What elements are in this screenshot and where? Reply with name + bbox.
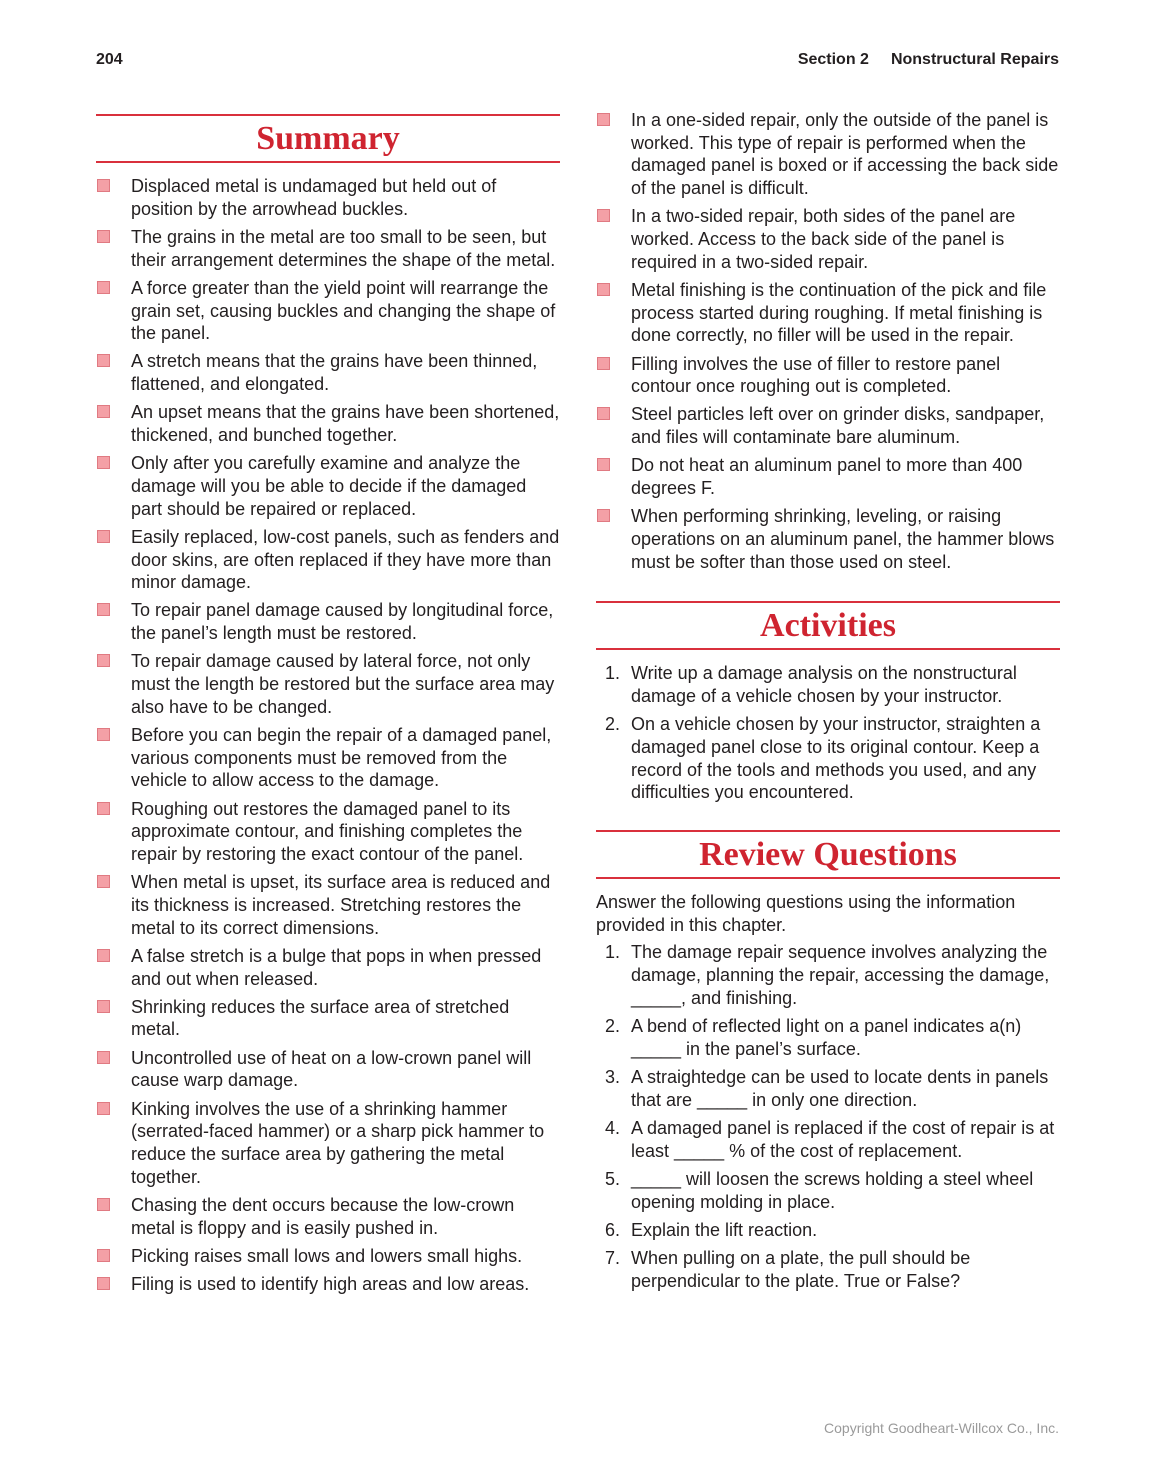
square-bullet-icon	[597, 209, 610, 222]
item-text: Picking raises small lows and lowers small highs.	[131, 1245, 523, 1266]
item-text: To repair panel damage caused by longitudinal force, the panel’s length must be restored.	[131, 600, 554, 644]
square-bullet-icon	[97, 1198, 110, 1211]
item-text: Filing is used to identify high areas and low areas.	[131, 1273, 530, 1294]
review-questions-list	[596, 941, 1060, 1292]
item-text: The damage repair sequence involves analyzing the damage, planning the repair, accessing the damage, _____, and finishing.	[631, 942, 1050, 1008]
summary-item	[96, 1047, 560, 1092]
summary-item	[96, 1273, 560, 1296]
numbered-item	[596, 713, 1060, 804]
item-text: An upset means that the grains have been shortened, thickened, and bunched together.	[131, 402, 560, 446]
item-number: 3.	[604, 1067, 620, 1087]
item-text: Filling involves the use of filler to restore panel contour once roughing out is completed.	[631, 353, 1001, 397]
review-heading: Review Questions	[596, 830, 1060, 879]
item-number: 1.	[604, 942, 620, 963]
square-bullet-icon	[97, 603, 110, 616]
item-text: A damaged panel is replaced if the cost of repair is at least _____ % of the cost of replacement.	[631, 1117, 1055, 1161]
square-bullet-icon	[97, 230, 110, 243]
summary-item	[96, 945, 560, 990]
left-column	[96, 114, 560, 1301]
summary-item	[96, 175, 560, 220]
numbered-item	[596, 1066, 1060, 1111]
activities-heading: Activities	[596, 601, 1060, 650]
summary-list-continued	[596, 109, 1060, 573]
summary-item	[96, 1098, 560, 1189]
numbered-item	[596, 1247, 1060, 1292]
item-number: 7.	[604, 1247, 620, 1268]
item-text: A force greater than the yield point will rearrange the grain set, causing buckles and changing the shape of the panel.	[131, 277, 556, 344]
summary-item	[96, 871, 560, 939]
summary-item	[96, 650, 560, 718]
summary-item	[96, 350, 560, 395]
item-text: Metal finishing is the continuation of the pick and file process started during roughing. If metal finishing is done correctly, no filler will be used in the repair.	[631, 279, 1047, 346]
numbered-item	[596, 1015, 1060, 1060]
item-text: Steel particles left over on grinder disks, sandpaper, and files will contaminate bare aluminum.	[631, 404, 1045, 448]
summary-item	[596, 403, 1060, 448]
square-bullet-icon	[97, 949, 110, 962]
item-text: To repair damage caused by lateral force, not only must the length be restored but the surface area may also have to be changed.	[131, 651, 555, 717]
summary-item	[96, 452, 560, 520]
item-text: In a one-sided repair, only the outside of the panel is worked. This type of repair is performed when the damaged panel is boxed or if accessing the back side of the panel is difficult.	[631, 110, 1059, 199]
summary-item	[596, 205, 1060, 273]
item-text: Explain the lift reaction.	[631, 1219, 818, 1240]
page-number: 204	[96, 51, 123, 68]
square-bullet-icon	[597, 458, 610, 471]
square-bullet-icon	[97, 354, 110, 367]
square-bullet-icon	[97, 405, 110, 418]
square-bullet-icon	[97, 281, 110, 294]
square-bullet-icon	[97, 875, 110, 888]
square-bullet-icon	[97, 1249, 110, 1262]
summary-item	[596, 279, 1060, 347]
summary-item	[96, 401, 560, 446]
item-text: Only after you carefully examine and analyze the damage will you be able to decide if the damaged part should be repaired or replaced.	[131, 453, 527, 519]
item-text: When metal is upset, its surface area is reduced and its thickness is increased. Stretching restores the metal to its correct dimensions.	[131, 872, 551, 938]
square-bullet-icon	[97, 1102, 110, 1115]
item-number: 2.	[604, 714, 620, 735]
square-bullet-icon	[597, 357, 610, 370]
item-text: In a two-sided repair, both sides of the panel are worked. Access to the back side of the panel is required in a two-sided repair.	[631, 206, 1016, 272]
summary-list	[96, 175, 560, 1296]
square-bullet-icon	[97, 179, 110, 192]
square-bullet-icon	[97, 802, 110, 815]
summary-item	[96, 277, 560, 345]
item-text: A stretch means that the grains have been thinned, flattened, and elongated.	[131, 351, 538, 395]
summary-item	[596, 353, 1060, 398]
item-number: 2.	[604, 1016, 620, 1037]
numbered-item	[596, 1219, 1060, 1242]
numbered-item	[596, 1117, 1060, 1162]
numbered-item	[596, 662, 1060, 707]
summary-item	[96, 798, 560, 866]
item-text: Shrinking reduces the surface area of stretched metal.	[131, 996, 510, 1040]
copyright: Copyright Goodheart-Willcox Co., Inc.	[824, 1420, 1059, 1436]
item-number: 4.	[604, 1117, 620, 1138]
summary-heading: Summary	[96, 114, 560, 163]
chapter-title: Nonstructural Repairs	[890, 51, 1059, 68]
item-number: 1.	[604, 663, 620, 684]
square-bullet-icon	[97, 1051, 110, 1064]
item-text: Do not heat an aluminum panel to more than 400 degrees F.	[631, 455, 1023, 499]
square-bullet-icon	[97, 1000, 110, 1013]
square-bullet-icon	[97, 1277, 110, 1290]
square-bullet-icon	[97, 456, 110, 469]
numbered-item	[596, 941, 1060, 1009]
summary-item	[596, 454, 1060, 499]
item-number: 6.	[604, 1219, 620, 1240]
item-text: _____ will loosen the screws holding a steel wheel opening molding in place.	[631, 1168, 1034, 1212]
section-label: Section 2	[797, 51, 869, 68]
review-intro: Answer the following questions using the information provided in this chapter.	[596, 892, 1016, 935]
item-text: Uncontrolled use of heat on a low-crown panel will cause warp damage.	[131, 1047, 532, 1091]
summary-item	[96, 526, 560, 594]
square-bullet-icon	[597, 113, 610, 126]
item-text: Before you can begin the repair of a damaged panel, various components must be removed from the vehicle to allow access to the damage.	[131, 724, 552, 791]
item-text: A false stretch is a bulge that pops in when pressed and out when released.	[131, 945, 542, 989]
item-text: Roughing out restores the damaged panel to its approximate contour, and finishing completes the repair by restoring the exact contour of the panel.	[131, 798, 524, 864]
square-bullet-icon	[97, 654, 110, 667]
summary-item	[96, 1245, 560, 1268]
summary-item	[596, 505, 1060, 573]
square-bullet-icon	[597, 407, 610, 420]
summary-item	[96, 226, 560, 271]
square-bullet-icon	[597, 283, 610, 296]
numbered-item	[596, 1168, 1060, 1213]
summary-item	[96, 724, 560, 792]
item-text: Write up a damage analysis on the nonstructural damage of a vehicle chosen by your instructor.	[631, 663, 1017, 707]
item-text: A bend of reflected light on a panel indicates a(n) _____ in the panel’s surface.	[631, 1016, 1022, 1059]
square-bullet-icon	[597, 509, 610, 522]
item-text: On a vehicle chosen by your instructor, straighten a damaged panel close to its original contour. Keep a record of the tools and methods you used, and any difficulties you encountered.	[631, 714, 1041, 803]
item-text: Easily replaced, low-cost panels, such as fenders and door skins, are often replaced if they have more than minor damage.	[131, 526, 560, 593]
item-text: The grains in the metal are too small to be seen, but their arrangement determines the shape of the metal.	[131, 226, 556, 270]
square-bullet-icon	[97, 728, 110, 741]
item-text: When pulling on a plate, the pull should be perpendicular to the plate. True or False?	[631, 1247, 971, 1291]
activities-list	[596, 662, 1060, 804]
item-text: A straightedge can be used to locate dents in panels that are _____ in only one direction.	[631, 1067, 1049, 1110]
item-number: 5.	[604, 1168, 620, 1189]
item-text: Kinking involves the use of a shrinking hammer (serrated-faced hammer) or a sharp pick hammer to reduce the surface area by gathering the metal together.	[131, 1098, 545, 1187]
square-bullet-icon	[97, 530, 110, 543]
summary-item	[96, 996, 560, 1041]
summary-item	[96, 1194, 560, 1239]
running-header	[798, 51, 1059, 69]
item-text: When performing shrinking, leveling, or raising operations on an aluminum panel, the hammer blows must be softer than those used on steel.	[631, 506, 1055, 572]
right-column	[596, 109, 1060, 1298]
item-text: Chasing the dent occurs because the low-crown metal is floppy and is easily pushed in.	[131, 1194, 515, 1238]
summary-item	[96, 599, 560, 644]
item-text: Displaced metal is undamaged but held out of position by the arrowhead buckles.	[131, 176, 497, 219]
summary-item	[596, 109, 1060, 200]
